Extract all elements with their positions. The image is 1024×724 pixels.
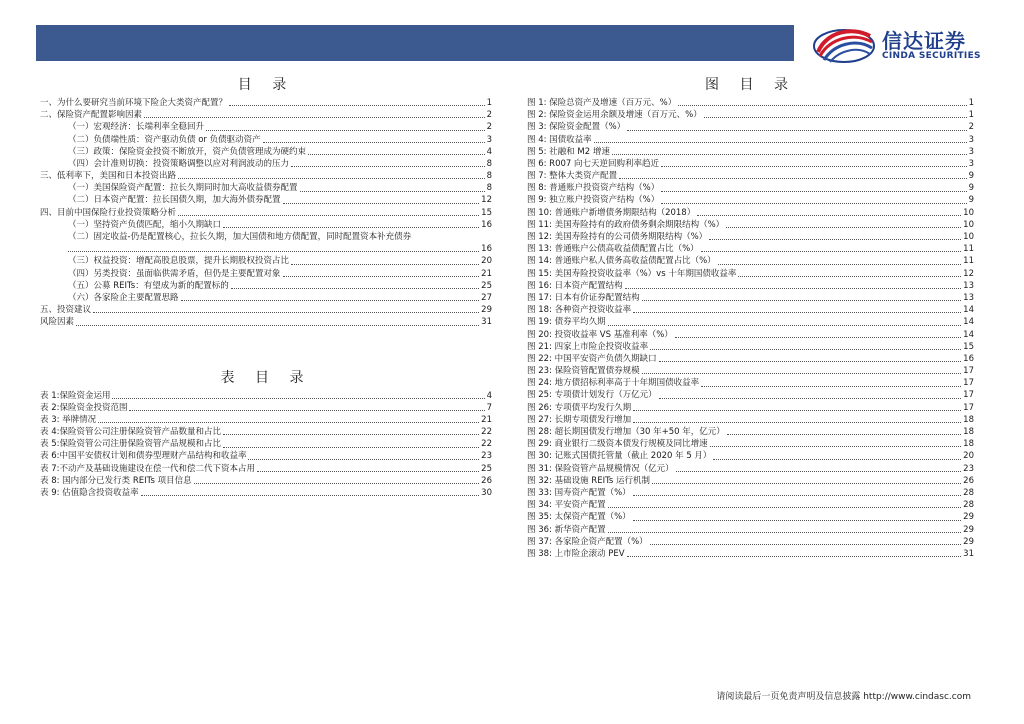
dot-leader	[713, 459, 961, 460]
table-entry[interactable]	[40, 438, 492, 450]
figure-entry-text: 图 3: 保险资金配置（%）	[527, 122, 626, 133]
table-entry-page: 4	[486, 390, 492, 401]
dot-leader	[93, 312, 479, 313]
table-entry-page: 22	[481, 439, 492, 450]
figure-entry[interactable]	[527, 365, 974, 377]
figure-entry-page: 18	[963, 427, 974, 438]
dot-leader	[642, 300, 962, 301]
table-entry[interactable]	[40, 487, 492, 499]
figure-entry-page: 13	[963, 292, 974, 303]
figure-entry-page: 10	[963, 207, 974, 218]
toc-entry-text: 二、保险资产配置影响因素	[40, 110, 143, 121]
dot-leader	[612, 154, 967, 155]
figure-entry-text: 图 25: 专项债计划发行（万亿元）	[527, 390, 657, 401]
figure-entry[interactable]	[527, 536, 974, 548]
dot-leader	[181, 300, 480, 301]
figure-entry-text: 图 1: 保险总资产及增速（百万元、%）	[527, 97, 677, 108]
toc-entry-text: （二）负债端性质：资产驱动负债 or 负债驱动资产	[68, 134, 261, 145]
dot-leader	[661, 203, 966, 204]
figure-entry-text: 图 17: 日本有价证券配置结构	[527, 292, 640, 303]
toc-entry-text: （五）公募 REITs：有望成为新的配置标的	[68, 280, 229, 291]
toc-entry[interactable]	[40, 146, 492, 158]
table-entry[interactable]	[40, 414, 492, 426]
figure-entry[interactable]	[527, 121, 974, 133]
toc-entry-page: 3	[486, 134, 492, 145]
table-entry-text: 表 2:保险资金投资范围	[40, 402, 128, 413]
dot-leader	[283, 276, 480, 277]
figure-entry-text: 图 19: 债券平均久期	[527, 317, 606, 328]
toc-entry-page: 20	[481, 256, 492, 267]
figure-entry-text: 图 32: 基础设施 REITs 运行机制	[527, 475, 650, 486]
toc-entry-page: 21	[481, 268, 492, 279]
figure-entry-page: 16	[963, 353, 974, 364]
dot-leader	[627, 130, 966, 131]
brand-logo	[812, 22, 992, 68]
table-entry-text: 表 8: 国内部分已发行类 REITs 项目信息	[40, 475, 192, 486]
dot-leader	[144, 117, 485, 118]
toc-entry-text: （四）另类投资：虽面临供需矛盾，但仍是主要配置对象	[68, 268, 281, 279]
dot-leader	[283, 203, 480, 204]
dot-leader	[633, 520, 962, 521]
dot-leader	[633, 410, 961, 411]
table-entry[interactable]	[40, 451, 492, 463]
figure-entry-page: 11	[963, 256, 974, 267]
dot-leader	[738, 276, 961, 277]
figure-entry-text: 图 14: 普通账户私人债务高收益债配置占比（%）	[527, 256, 716, 267]
toc-entry[interactable]	[40, 121, 492, 133]
figure-entry[interactable]	[527, 329, 974, 341]
dot-leader	[231, 288, 479, 289]
figure-entry-text: 图 11: 美国寿险持有的政府债务剩余期限结构（%）	[527, 219, 725, 230]
table-entry-text: 表 7:不动产及基础设施建设在偿一代和偿二代下资本占用	[40, 463, 255, 474]
figure-entry[interactable]	[527, 268, 974, 280]
table-entry-text: 表 4:保险资管公司注册保险资管产品数量和占比	[40, 427, 221, 438]
figure-entry[interactable]	[527, 438, 974, 450]
toc-entry-page: 31	[481, 317, 492, 328]
toc-entry[interactable]	[40, 97, 492, 109]
figure-entry-page: 12	[963, 268, 974, 279]
figure-entry-page: 9	[968, 195, 974, 206]
dot-leader	[178, 215, 479, 216]
figure-entry[interactable]	[527, 463, 974, 475]
header-band	[36, 25, 794, 61]
figure-entry[interactable]	[527, 280, 974, 292]
toc-entry-page: 2	[486, 110, 492, 121]
figure-entry-page: 10	[963, 219, 974, 230]
toc-entry-text: 四、目前中国保险行业投资策略分析	[40, 207, 177, 218]
toc-entry-text: 三、低利率下，美国和日本投资出路	[40, 171, 177, 182]
figure-entry[interactable]	[527, 146, 974, 158]
toc-entry-page: 27	[481, 292, 492, 303]
figure-entry-page: 28	[963, 487, 974, 498]
toc-entry-text: （一）美国保险资产配置：拉长久期同时加大高收益债券配置	[68, 183, 298, 194]
dot-leader	[710, 446, 962, 447]
dot-leader	[676, 471, 962, 472]
table-entry-page: 23	[481, 451, 492, 462]
toc-entry-text: （一）坚持资产负债匹配，缩小久期缺口	[68, 219, 222, 230]
figure-entry[interactable]	[527, 475, 974, 487]
figures-title: 图 目 录	[705, 77, 796, 93]
toc-entry-text: （二）固定收益-仍是配置核心，拉长久期，加大国债和地方债配置，同时配置资本补充债券	[68, 232, 412, 243]
dot-leader	[709, 239, 961, 240]
dot-leader	[642, 373, 962, 374]
figure-entry-text: 图 35: 太保资产配置（%）	[527, 512, 631, 523]
figure-entry[interactable]	[527, 182, 974, 194]
toc-entry-text: （六）各家险企主要配置思路	[68, 292, 179, 303]
toc-entry-text: （一）宏观经济：长端利率全稳回升	[68, 122, 205, 133]
table-entry-page: 22	[481, 427, 492, 438]
figure-entry[interactable]	[527, 255, 974, 267]
figure-entry-text: 图 31: 保险资管产品规模情况（亿元）	[527, 463, 674, 474]
dot-leader	[659, 398, 962, 399]
toc-entry[interactable]	[40, 219, 492, 231]
figure-entry-text: 图 26: 专项债平均发行久期	[527, 402, 632, 413]
figure-entry[interactable]	[527, 158, 974, 170]
toc-entry[interactable]	[40, 231, 492, 255]
figure-entry-page: 14	[963, 329, 974, 340]
figure-entry-text: 图 10: 普通账户新增债务期限结构（2018）	[527, 207, 696, 218]
toc-entry[interactable]	[40, 255, 492, 267]
dot-leader	[308, 154, 485, 155]
dot-leader	[633, 422, 961, 423]
toc-entry[interactable]	[40, 280, 492, 292]
toc-entry[interactable]	[40, 304, 492, 316]
dot-leader	[98, 422, 479, 423]
figure-entry[interactable]	[527, 207, 974, 219]
figure-entry[interactable]	[527, 499, 974, 511]
table-entry-text: 表 6:中国平安债权计划和债券型理财产品结构和收益率	[40, 451, 247, 462]
figure-entry-text: 图 16: 日本资产配置结构	[527, 280, 623, 291]
toc-entry[interactable]	[40, 268, 492, 280]
toc-entry-text: （三）政策：保险资金投资不断放开，资产负债管理成为硬约束	[68, 146, 307, 157]
dot-leader	[627, 556, 962, 557]
figure-entry-text: 图 9: 独立账户投资资产结构（%）	[527, 195, 660, 206]
toc-entry-text: 一、为什么要研究当前环境下险企大类资产配置？	[40, 97, 228, 108]
brand-name-cn: 信达证券	[882, 29, 966, 53]
figure-entry-page: 20	[963, 451, 974, 462]
toc-entry-text: （三）权益投资：增配高股息股票，提升长期股权投资占比	[68, 256, 290, 267]
toc-entry-text: 风险因素	[40, 317, 75, 328]
toc-entry[interactable]	[40, 170, 492, 182]
toc-list	[40, 97, 492, 329]
toc-entry[interactable]	[40, 195, 492, 207]
figure-entry-page: 14	[963, 305, 974, 316]
figure-entry-text: 图 22: 中国平安资产负债久期缺口	[527, 353, 657, 364]
figure-entry-text: 图 6: R007 向七天逆回购利率趋近	[527, 158, 660, 169]
brand-name-en: CINDA SECURITIES	[882, 51, 981, 61]
dot-leader	[727, 434, 961, 435]
dot-leader	[248, 459, 479, 460]
dot-leader	[257, 471, 479, 472]
figure-entry[interactable]	[527, 97, 974, 109]
dot-leader	[661, 166, 967, 167]
table-entry-text: 表 3: 举牌情况	[40, 414, 97, 425]
dot-leader	[659, 361, 962, 362]
figure-entry-text: 图 12: 美国寿险持有的公司债务期限结构（%）	[527, 232, 708, 243]
figure-entry-text: 图 4: 国债收益率	[527, 134, 592, 145]
figure-entry[interactable]	[527, 402, 974, 414]
dot-leader	[291, 264, 479, 265]
figure-entry-text: 图 34: 平安资产配置	[527, 500, 606, 511]
footer-disclaimer: 请阅读最后一页免责声明及信息披露 http://www.cindasc.com	[716, 692, 971, 702]
figure-entry-text: 图 8: 普通账户投资资产结构（%）	[527, 183, 660, 194]
figure-entry-page: 3	[968, 158, 974, 169]
figure-entry[interactable]	[527, 390, 974, 402]
dot-leader	[223, 434, 479, 435]
figure-entry-page: 10	[963, 232, 974, 243]
cinda-emblem-icon	[812, 22, 876, 66]
dot-leader	[726, 227, 961, 228]
toc-entry[interactable]	[40, 292, 492, 304]
tables-title: 表 目 录	[220, 369, 312, 386]
toc-entry-page: 2	[486, 122, 492, 133]
figure-entry-text: 图 24: 地方债招标利率高于十年期国债收益率	[527, 378, 700, 389]
dot-leader	[194, 483, 480, 484]
figure-entry-page: 1	[968, 110, 974, 121]
toc-entry-text: （二）日本资产配置：拉长国债久期，加大海外债券配置	[68, 195, 281, 206]
figure-entry-page: 29	[963, 536, 974, 547]
dot-leader	[300, 191, 485, 192]
left-column	[40, 74, 492, 499]
dot-leader	[68, 243, 479, 252]
toc-entry[interactable]	[40, 134, 492, 146]
dot-leader	[229, 105, 485, 106]
figure-entry-page: 2	[968, 122, 974, 133]
figure-entry[interactable]	[527, 231, 974, 243]
figure-entry-page: 9	[968, 171, 974, 182]
dot-leader	[678, 105, 966, 106]
figure-entry-text: 图 7: 整体大类资产配置	[527, 171, 618, 182]
dot-leader	[675, 337, 961, 338]
dot-leader	[650, 544, 962, 545]
figure-entry-page: 15	[963, 341, 974, 352]
dot-leader	[650, 349, 961, 350]
figure-entry-text: 图 37: 各家险企资产配置（%）	[527, 536, 648, 547]
table-entry[interactable]	[40, 463, 492, 475]
figure-entry-text: 图 20: 投资收益率 VS 基准利率（%）	[527, 329, 673, 340]
figure-entry-text: 图 21: 四家上市险企投资收益率	[527, 341, 649, 352]
figure-entry-text: 图 27: 长期专项债发行增加	[527, 414, 632, 425]
dot-leader	[129, 410, 484, 411]
figure-entry-page: 1	[968, 97, 974, 108]
toc-entry[interactable]	[40, 207, 492, 219]
figure-entry[interactable]	[527, 377, 974, 389]
figure-entry[interactable]	[527, 195, 974, 207]
dot-leader	[608, 532, 962, 533]
toc-title: 目 录	[237, 77, 295, 93]
figure-entry-page: 18	[963, 439, 974, 450]
table-entry-text: 表 1:保险资金运用	[40, 390, 111, 401]
table-entry-text: 表 5:保险资管公司注册保险资管产品规模和占比	[40, 439, 221, 450]
figure-entry-page: 3	[968, 146, 974, 157]
table-entry-page: 21	[481, 414, 492, 425]
dot-leader	[633, 312, 961, 313]
dot-leader	[608, 325, 962, 326]
figure-entry-page: 31	[963, 548, 974, 559]
dot-leader	[206, 130, 485, 131]
figure-entry-text: 图 2: 保险资金运用余额及增速（百万元、%）	[527, 110, 702, 121]
toc-entry-page: 25	[481, 280, 492, 291]
toc-entry[interactable]	[40, 182, 492, 194]
figure-entry[interactable]	[527, 316, 974, 328]
figure-entry-page: 9	[968, 183, 974, 194]
dot-leader	[223, 447, 479, 448]
figure-entry[interactable]	[527, 353, 974, 365]
toc-entry-page: 15	[481, 207, 492, 218]
figure-entry[interactable]	[527, 109, 974, 121]
dot-leader	[701, 386, 961, 387]
figure-entry[interactable]	[527, 243, 974, 255]
figure-entry-text: 图 30: 记账式国债托管量（截止 2020 年 5 月）	[527, 451, 712, 462]
dot-leader	[76, 325, 479, 326]
table-entry-page: 26	[481, 475, 492, 486]
figure-entry[interactable]	[527, 341, 974, 353]
figure-entry[interactable]	[527, 548, 974, 560]
dot-leader	[223, 227, 479, 228]
figure-entry-page: 3	[968, 134, 974, 145]
figure-entry-page: 17	[963, 402, 974, 413]
figure-entry-text: 图 23: 保险资管配置债券规模	[527, 366, 640, 377]
figure-entry[interactable]	[527, 524, 974, 536]
table-entry[interactable]	[40, 475, 492, 487]
figure-entry[interactable]	[527, 304, 974, 316]
toc-entry-leader	[40, 243, 492, 255]
table-entry-text: 表 9: 估值隐含投资收益率	[40, 488, 139, 499]
table-entry[interactable]	[40, 426, 492, 438]
figure-entry-text: 图 36: 新华资产配置	[527, 524, 606, 535]
figure-entry-page: 29	[963, 512, 974, 523]
dot-leader	[697, 215, 961, 216]
figure-entry-page: 13	[963, 280, 974, 291]
figure-entry-text: 图 15: 美国寿险投资收益率（%）vs 十年期国债收益率	[527, 268, 737, 279]
figure-entry-page: 18	[963, 414, 974, 425]
figure-entry[interactable]	[527, 134, 974, 146]
table-entry-page: 7	[486, 402, 492, 413]
toc-entry-page: 4	[486, 146, 492, 157]
toc-entry-page: 16	[481, 244, 492, 255]
dot-leader	[141, 495, 479, 496]
figure-entry-page: 29	[963, 524, 974, 535]
table-entry[interactable]	[40, 402, 492, 414]
table-entry[interactable]	[40, 390, 492, 402]
toc-entry-text: 五、投资建议	[40, 305, 92, 316]
figure-entry-page: 17	[963, 366, 974, 377]
dot-leader	[594, 142, 967, 143]
tables-list	[40, 390, 492, 500]
figure-entry[interactable]	[527, 219, 974, 231]
dot-leader	[291, 166, 485, 167]
toc-entry-page: 8	[486, 158, 492, 169]
toc-entry-page: 12	[481, 195, 492, 206]
figure-entry[interactable]	[527, 426, 974, 438]
table-entry-page: 25	[481, 463, 492, 474]
figure-entry-page: 26	[963, 475, 974, 486]
figure-entry[interactable]	[527, 450, 974, 462]
figure-entry-text: 图 5: 社融和 M2 增速	[527, 146, 610, 157]
figure-entry-text: 图 29: 商业银行二级资本债发行规模及同比增速	[527, 439, 708, 450]
dot-leader	[625, 288, 962, 289]
dot-leader	[112, 398, 484, 399]
figure-entry-text: 图 28: 超长期国债发行增加（30 年+50 年，亿元）	[527, 427, 725, 438]
toc-entry[interactable]	[40, 316, 492, 328]
figure-entry-page: 11	[963, 244, 974, 255]
toc-entry-page: 8	[486, 183, 492, 194]
dot-leader	[701, 251, 962, 252]
figure-entry-text: 图 13: 普通账户公债高收益债配置占比（%）	[527, 244, 699, 255]
dot-leader	[619, 178, 966, 179]
toc-entry-page: 8	[486, 171, 492, 182]
figure-entry-text: 图 18: 各种资产投资收益率	[527, 305, 632, 316]
toc-entry-text: （四）会计准则切换：投资策略调整以应对利润波动的压力	[68, 158, 290, 169]
figure-entry-page: 14	[963, 317, 974, 328]
table-entry-page: 30	[481, 488, 492, 499]
dot-leader	[633, 495, 962, 496]
figure-entry[interactable]	[527, 170, 974, 182]
figure-entry-text: 图 38: 上市险企滚动 PEV	[527, 548, 625, 559]
figure-entry[interactable]	[527, 511, 974, 523]
figure-entry[interactable]	[527, 487, 974, 499]
figure-entry-page: 17	[963, 390, 974, 401]
dot-leader	[704, 117, 967, 118]
section-gap	[40, 329, 492, 367]
dot-leader	[608, 507, 962, 508]
right-column	[527, 74, 974, 560]
toc-entry[interactable]	[40, 158, 492, 170]
dot-leader	[263, 142, 485, 143]
figure-entry-page: 28	[963, 500, 974, 511]
toc-entry-page: 29	[481, 305, 492, 316]
dot-leader	[718, 264, 962, 265]
toc-entry[interactable]	[40, 109, 492, 121]
figure-entry-page: 23	[963, 463, 974, 474]
figures-list	[527, 97, 974, 560]
figure-entry-page: 17	[963, 378, 974, 389]
dot-leader	[661, 191, 966, 192]
dot-leader	[178, 178, 485, 179]
toc-entry-page: 16	[481, 219, 492, 230]
figure-entry[interactable]	[527, 292, 974, 304]
figure-entry[interactable]	[527, 414, 974, 426]
figure-entry-text: 图 33: 国寿资产配置（%）	[527, 487, 631, 498]
dot-leader	[652, 483, 961, 484]
toc-entry-page: 1	[486, 97, 492, 108]
